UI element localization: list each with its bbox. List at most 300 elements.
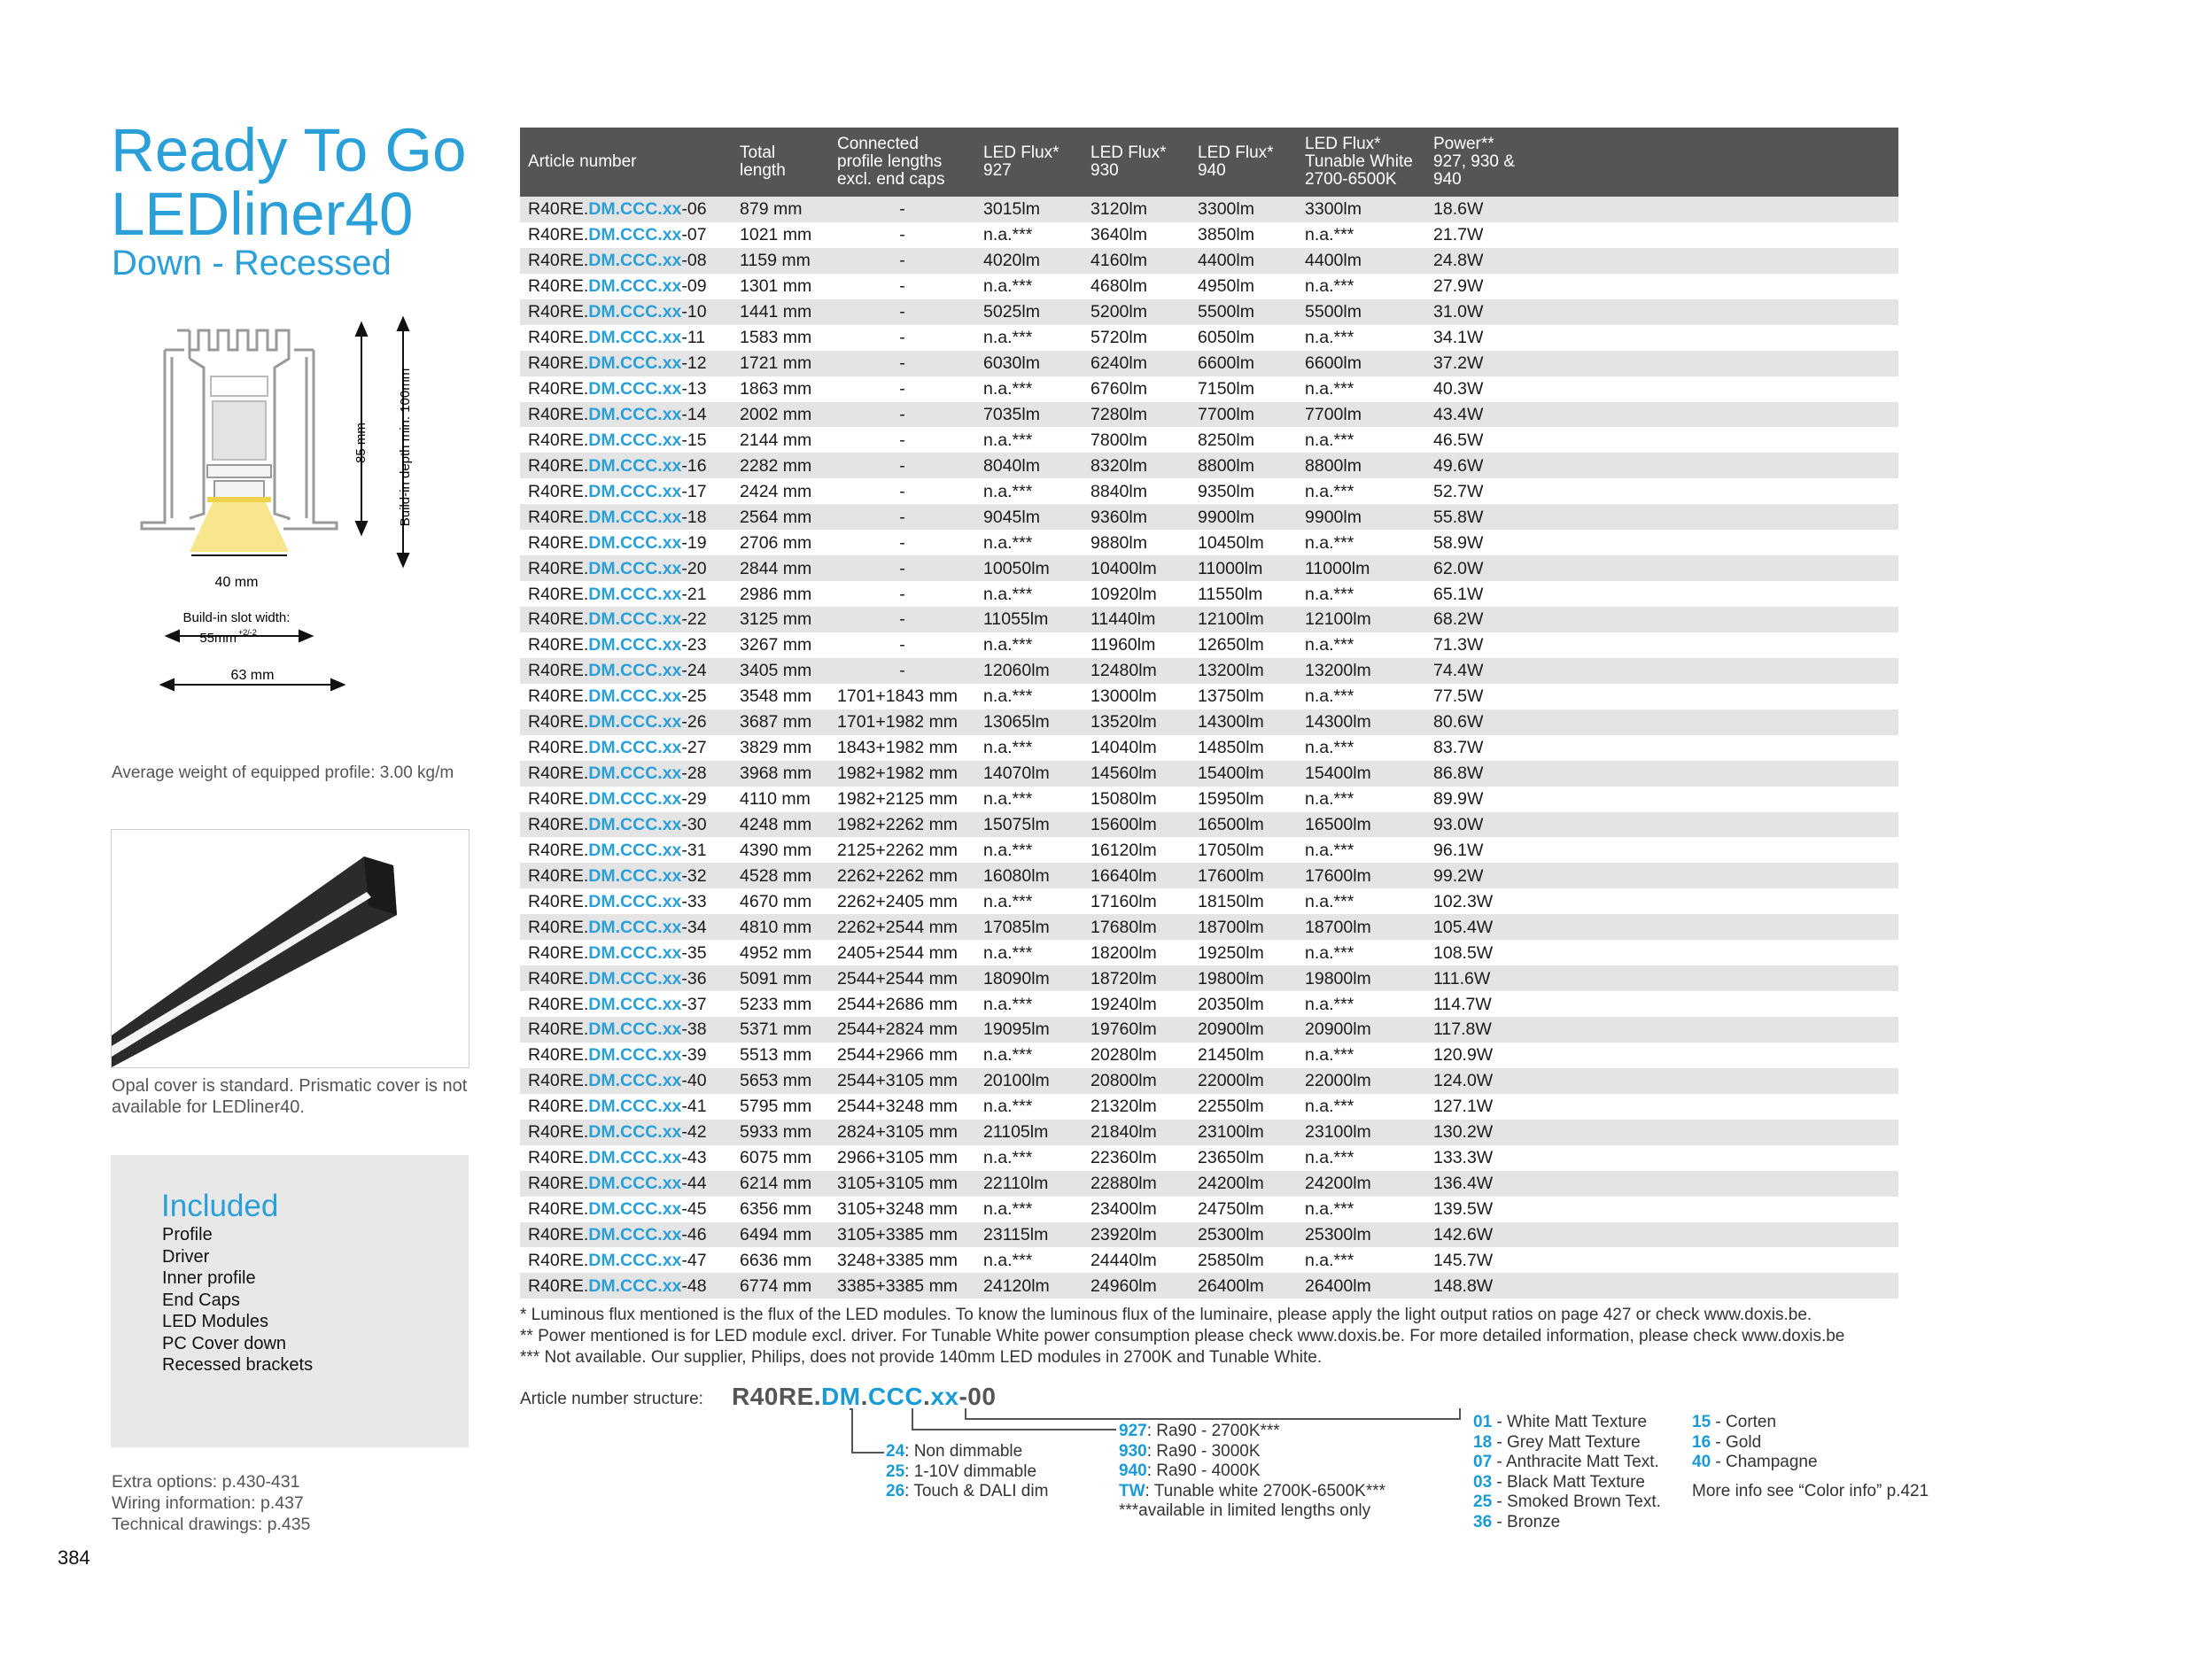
cell-connected-lengths: 2544+3105 mm	[829, 1068, 975, 1094]
cell-flux-927: 16080lm	[975, 863, 1083, 888]
cell-flux-940: 12100lm	[1190, 607, 1297, 632]
color-temp-note: ***available in limited lengths only	[1119, 1501, 1371, 1520]
cell-power: 62.0W	[1425, 555, 1898, 581]
cell-connected-lengths: 3385+3385 mm	[829, 1273, 975, 1299]
table-row	[520, 914, 1898, 940]
pc-cover	[207, 497, 271, 502]
cell-power: 133.3W	[1425, 1145, 1898, 1171]
cell-article-number: R40RE.DM.CCC.xx-37	[520, 991, 732, 1017]
cell-total-length: 6356 mm	[732, 1197, 829, 1222]
cell-total-length: 1301 mm	[732, 274, 829, 299]
cell-flux-940: 20900lm	[1190, 1017, 1297, 1043]
color-option: 15 - Corten	[1692, 1413, 1777, 1431]
table-row	[520, 1197, 1898, 1222]
included-item: LED Modules	[162, 1312, 269, 1331]
cell-flux-927: 4020lm	[975, 248, 1083, 274]
cell-flux-927: n.a.***	[975, 427, 1083, 453]
cell-article-number: R40RE.DM.CCC.xx-46	[520, 1222, 732, 1248]
cell-power: 148.8W	[1425, 1273, 1898, 1299]
color-info-reference: More info see “Color info” p.421	[1692, 1481, 1929, 1500]
spec-table	[520, 128, 1898, 1299]
color-option: 18 - Grey Matt Texture	[1473, 1432, 1641, 1452]
cell-connected-lengths: 2966+3105 mm	[829, 1145, 975, 1171]
technical-drawings-link: Technical drawings: p.435	[112, 1515, 311, 1534]
cell-flux-tunable: n.a.***	[1297, 684, 1425, 709]
cell-power: 71.3W	[1425, 632, 1898, 658]
cell-flux-tunable: 14300lm	[1297, 709, 1425, 735]
cell-connected-lengths: 2544+2544 mm	[829, 965, 975, 991]
cell-total-length: 4110 mm	[732, 787, 829, 812]
cell-article-number: R40RE.DM.CCC.xx-22	[520, 607, 732, 632]
cell-connected-lengths: 1701+1982 mm	[829, 709, 975, 735]
cell-total-length: 2844 mm	[732, 555, 829, 581]
cell-power: 65.1W	[1425, 581, 1898, 607]
table-row	[520, 402, 1898, 428]
color-options-b	[1692, 1413, 1929, 1501]
cell-flux-940: 11550lm	[1190, 581, 1297, 607]
cell-power: 111.6W	[1425, 965, 1898, 991]
col-flux-tunable: LED Flux* Tunable White 2700-6500K	[1297, 128, 1425, 197]
cell-article-number: R40RE.DM.CCC.xx-45	[520, 1197, 732, 1222]
cell-power: 43.4W	[1425, 402, 1898, 428]
cell-flux-927: 8040lm	[975, 453, 1083, 478]
cell-flux-927: n.a.***	[975, 530, 1083, 555]
cell-flux-930: 4680lm	[1083, 274, 1190, 299]
cell-flux-940: 6600lm	[1190, 351, 1297, 376]
col-article-number: Article number	[520, 128, 732, 197]
cell-total-length: 3829 mm	[732, 735, 829, 761]
table-row	[520, 478, 1898, 504]
cell-flux-tunable: 17600lm	[1297, 863, 1425, 888]
cell-flux-tunable: n.a.***	[1297, 325, 1425, 351]
table-row	[520, 453, 1898, 478]
cell-flux-940: 15950lm	[1190, 787, 1297, 812]
cell-connected-lengths: -	[829, 325, 975, 351]
cell-flux-930: 24440lm	[1083, 1247, 1190, 1273]
cell-power: 99.2W	[1425, 863, 1898, 888]
cell-total-length: 2564 mm	[732, 504, 829, 530]
spec-table-body	[520, 197, 1898, 1299]
luminaire-end-cap	[364, 857, 397, 915]
cell-total-length: 5513 mm	[732, 1043, 829, 1068]
cell-article-number: R40RE.DM.CCC.xx-24	[520, 658, 732, 684]
page-title-line1: Ready To Go	[111, 116, 467, 184]
cell-connected-lengths: 2262+2262 mm	[829, 863, 975, 888]
cell-flux-927: 17085lm	[975, 914, 1083, 940]
cell-flux-940: 10450lm	[1190, 530, 1297, 555]
cell-connected-lengths: 3105+3248 mm	[829, 1197, 975, 1222]
depth-label: Build-in depth min. 100mm	[398, 368, 413, 527]
col-flux-930: LED Flux* 930	[1083, 128, 1190, 197]
cell-total-length: 6774 mm	[732, 1273, 829, 1299]
cell-total-length: 4528 mm	[732, 863, 829, 888]
cell-article-number: R40RE.DM.CCC.xx-36	[520, 965, 732, 991]
cell-flux-930: 11960lm	[1083, 632, 1190, 658]
cell-connected-lengths: 1982+1982 mm	[829, 761, 975, 787]
cell-flux-tunable: 7700lm	[1297, 402, 1425, 428]
cell-flux-927: n.a.***	[975, 1094, 1083, 1120]
structure-dm: DM	[821, 1383, 861, 1410]
color-option: 03 - Black Matt Texture	[1473, 1472, 1645, 1492]
cell-article-number: R40RE.DM.CCC.xx-40	[520, 1068, 732, 1094]
color-temp-option: 930: Ra90 - 3000K	[1119, 1441, 1261, 1461]
cell-flux-927: 21105lm	[975, 1120, 1083, 1145]
cell-flux-927: n.a.***	[975, 222, 1083, 248]
cell-flux-tunable: n.a.***	[1297, 991, 1425, 1017]
table-row	[520, 351, 1898, 376]
cell-article-number: R40RE.DM.CCC.xx-48	[520, 1273, 732, 1299]
cell-article-number: R40RE.DM.CCC.xx-11	[520, 325, 732, 351]
table-row	[520, 530, 1898, 555]
cell-connected-lengths: 1701+1843 mm	[829, 684, 975, 709]
cell-flux-tunable: 15400lm	[1297, 761, 1425, 787]
cell-flux-930: 3640lm	[1083, 222, 1190, 248]
cell-article-number: R40RE.DM.CCC.xx-41	[520, 1094, 732, 1120]
cell-total-length: 1583 mm	[732, 325, 829, 351]
cell-flux-940: 26400lm	[1190, 1273, 1297, 1299]
cell-flux-930: 18200lm	[1083, 940, 1190, 965]
cell-flux-tunable: 22000lm	[1297, 1068, 1425, 1094]
cell-flux-930: 20280lm	[1083, 1043, 1190, 1068]
page-title-line2: LEDliner40	[111, 180, 414, 248]
cell-flux-tunable: n.a.***	[1297, 530, 1425, 555]
cell-flux-940: 19800lm	[1190, 965, 1297, 991]
cell-flux-930: 23400lm	[1083, 1197, 1190, 1222]
cell-power: 117.8W	[1425, 1017, 1898, 1043]
cell-flux-930: 8840lm	[1083, 478, 1190, 504]
page-number: 384	[58, 1547, 90, 1569]
cell-total-length: 1159 mm	[732, 248, 829, 274]
color-temp-option: TW: Tunable white 2700K-6500K***	[1119, 1481, 1386, 1500]
cell-flux-930: 24960lm	[1083, 1273, 1190, 1299]
cell-flux-940: 22000lm	[1190, 1068, 1297, 1094]
cell-flux-940: 3300lm	[1190, 197, 1297, 222]
cell-flux-930: 12480lm	[1083, 658, 1190, 684]
cell-flux-940: 15400lm	[1190, 761, 1297, 787]
cell-article-number: R40RE.DM.CCC.xx-18	[520, 504, 732, 530]
cell-article-number: R40RE.DM.CCC.xx-10	[520, 299, 732, 325]
table-row	[520, 684, 1898, 709]
cell-total-length: 5653 mm	[732, 1068, 829, 1094]
cell-total-length: 5233 mm	[732, 991, 829, 1017]
table-row	[520, 1145, 1898, 1171]
cell-flux-927: n.a.***	[975, 1043, 1083, 1068]
cell-flux-930: 8320lm	[1083, 453, 1190, 478]
table-row	[520, 427, 1898, 453]
table-row	[520, 812, 1898, 838]
cell-flux-930: 4160lm	[1083, 248, 1190, 274]
table-row	[520, 376, 1898, 402]
cell-total-length: 2424 mm	[732, 478, 829, 504]
color-temperature-options	[1119, 1422, 1385, 1522]
slot-width-tolerance: +2/-2	[238, 628, 257, 637]
cell-total-length: 1721 mm	[732, 351, 829, 376]
included-item: Recessed brackets	[162, 1355, 314, 1375]
cell-flux-940: 18150lm	[1190, 888, 1297, 914]
table-row	[520, 632, 1898, 658]
table-row	[520, 1120, 1898, 1145]
cell-power: 120.9W	[1425, 1043, 1898, 1068]
cell-flux-tunable: n.a.***	[1297, 940, 1425, 965]
cell-article-number: R40RE.DM.CCC.xx-31	[520, 837, 732, 863]
cell-article-number: R40RE.DM.CCC.xx-23	[520, 632, 732, 658]
cell-power: 31.0W	[1425, 299, 1898, 325]
color-temp-option: 940: Ra90 - 4000K	[1119, 1461, 1261, 1480]
cell-flux-tunable: n.a.***	[1297, 837, 1425, 863]
table-row	[520, 787, 1898, 812]
cell-flux-927: 10050lm	[975, 555, 1083, 581]
cell-flux-tunable: n.a.***	[1297, 735, 1425, 761]
cell-flux-940: 3850lm	[1190, 222, 1297, 248]
cell-flux-tunable: n.a.***	[1297, 632, 1425, 658]
table-row	[520, 1273, 1898, 1299]
cell-flux-927: n.a.***	[975, 684, 1083, 709]
cell-power: 142.6W	[1425, 1222, 1898, 1248]
cell-power: 102.3W	[1425, 888, 1898, 914]
table-row	[520, 1017, 1898, 1043]
cell-total-length: 4810 mm	[732, 914, 829, 940]
cell-flux-927: n.a.***	[975, 735, 1083, 761]
cell-total-length: 2986 mm	[732, 581, 829, 607]
cell-flux-tunable: 6600lm	[1297, 351, 1425, 376]
cell-flux-927: 9045lm	[975, 504, 1083, 530]
cell-power: 139.5W	[1425, 1197, 1898, 1222]
cell-power: 74.4W	[1425, 658, 1898, 684]
cell-total-length: 6214 mm	[732, 1171, 829, 1197]
extra-references	[112, 1471, 310, 1535]
cell-total-length: 3548 mm	[732, 684, 829, 709]
cell-flux-930: 13520lm	[1083, 709, 1190, 735]
cell-flux-927: n.a.***	[975, 940, 1083, 965]
cell-flux-930: 20800lm	[1083, 1068, 1190, 1094]
cell-flux-940: 14850lm	[1190, 735, 1297, 761]
cell-connected-lengths: 2262+2405 mm	[829, 888, 975, 914]
cell-flux-tunable: n.a.***	[1297, 1145, 1425, 1171]
cell-flux-940: 21450lm	[1190, 1043, 1297, 1068]
cell-connected-lengths: 1843+1982 mm	[829, 735, 975, 761]
cell-power: 86.8W	[1425, 761, 1898, 787]
table-row	[520, 607, 1898, 632]
cell-total-length: 2282 mm	[732, 453, 829, 478]
cell-flux-tunable: 24200lm	[1297, 1171, 1425, 1197]
cell-flux-940: 23100lm	[1190, 1120, 1297, 1145]
cell-article-number: R40RE.DM.CCC.xx-35	[520, 940, 732, 965]
cell-total-length: 1863 mm	[732, 376, 829, 402]
product-photo	[111, 829, 470, 1068]
cell-power: 68.2W	[1425, 607, 1898, 632]
cell-flux-930: 6240lm	[1083, 351, 1190, 376]
structure-dot: .	[923, 1383, 931, 1410]
cell-flux-927: n.a.***	[975, 325, 1083, 351]
driver-block	[213, 401, 266, 460]
cell-connected-lengths: -	[829, 376, 975, 402]
table-row	[520, 1068, 1898, 1094]
cover-note: Opal cover is standard. Prismatic cover is not available for LEDliner40.	[112, 1076, 468, 1117]
cell-flux-927: 20100lm	[975, 1068, 1083, 1094]
structure-ccc: CCC	[867, 1383, 924, 1410]
cell-flux-930: 7280lm	[1083, 402, 1190, 428]
cell-flux-940: 9900lm	[1190, 504, 1297, 530]
cell-flux-930: 5200lm	[1083, 299, 1190, 325]
cell-article-number: R40RE.DM.CCC.xx-17	[520, 478, 732, 504]
cell-flux-940: 23650lm	[1190, 1145, 1297, 1171]
col-connected-lengths: Connected profile lengths excl. end caps	[829, 128, 975, 197]
cell-flux-940: 11000lm	[1190, 555, 1297, 581]
col-total-length: Total length	[732, 128, 829, 197]
cell-power: 77.5W	[1425, 684, 1898, 709]
cell-flux-940: 19250lm	[1190, 940, 1297, 965]
cell-flux-tunable: n.a.***	[1297, 478, 1425, 504]
cell-article-number: R40RE.DM.CCC.xx-47	[520, 1247, 732, 1273]
cell-flux-tunable: n.a.***	[1297, 581, 1425, 607]
cell-connected-lengths: 2405+2544 mm	[829, 940, 975, 965]
cell-total-length: 5933 mm	[732, 1120, 829, 1145]
cell-flux-927: n.a.***	[975, 787, 1083, 812]
cell-flux-tunable: n.a.***	[1297, 274, 1425, 299]
col-power: Power** 927, 930 & 940	[1425, 128, 1898, 197]
cell-flux-tunable: 4400lm	[1297, 248, 1425, 274]
color-option: 01 - White Matt Texture	[1473, 1413, 1648, 1431]
cell-power: 93.0W	[1425, 812, 1898, 838]
cell-flux-927: n.a.***	[975, 632, 1083, 658]
table-row	[520, 761, 1898, 787]
cell-article-number: R40RE.DM.CCC.xx-44	[520, 1171, 732, 1197]
cell-flux-927: 14070lm	[975, 761, 1083, 787]
cell-article-number: R40RE.DM.CCC.xx-19	[520, 530, 732, 555]
cell-article-number: R40RE.DM.CCC.xx-30	[520, 812, 732, 838]
cell-flux-930: 16640lm	[1083, 863, 1190, 888]
cell-flux-930: 3120lm	[1083, 197, 1190, 222]
cell-flux-tunable: 23100lm	[1297, 1120, 1425, 1145]
cell-connected-lengths: -	[829, 427, 975, 453]
cell-flux-927: n.a.***	[975, 1197, 1083, 1222]
cell-flux-927: n.a.***	[975, 581, 1083, 607]
cell-flux-930: 14560lm	[1083, 761, 1190, 787]
cell-flux-930: 17160lm	[1083, 888, 1190, 914]
cell-connected-lengths: -	[829, 632, 975, 658]
included-item: Inner profile	[162, 1268, 256, 1288]
cell-article-number: R40RE.DM.CCC.xx-16	[520, 453, 732, 478]
cell-article-number: R40RE.DM.CCC.xx-33	[520, 888, 732, 914]
cell-flux-940: 25300lm	[1190, 1222, 1297, 1248]
cell-power: 55.8W	[1425, 504, 1898, 530]
cell-connected-lengths: -	[829, 274, 975, 299]
cell-article-number: R40RE.DM.CCC.xx-43	[520, 1145, 732, 1171]
cell-power: 83.7W	[1425, 735, 1898, 761]
color-temp-option: 927: Ra90 - 2700K***	[1119, 1422, 1280, 1440]
cell-connected-lengths: 2824+3105 mm	[829, 1120, 975, 1145]
included-list	[162, 1224, 313, 1376]
structure-suffix: -00	[959, 1383, 997, 1410]
cell-power: 24.8W	[1425, 248, 1898, 274]
cell-flux-940: 22550lm	[1190, 1094, 1297, 1120]
cell-flux-930: 9360lm	[1083, 504, 1190, 530]
cell-flux-927: 19095lm	[975, 1017, 1083, 1043]
cell-flux-tunable: 19800lm	[1297, 965, 1425, 991]
cell-article-number: R40RE.DM.CCC.xx-28	[520, 761, 732, 787]
cell-total-length: 4952 mm	[732, 940, 829, 965]
cell-article-number: R40RE.DM.CCC.xx-13	[520, 376, 732, 402]
cell-total-length: 1021 mm	[732, 222, 829, 248]
cell-power: 114.7W	[1425, 991, 1898, 1017]
cell-power: 58.9W	[1425, 530, 1898, 555]
cell-article-number: R40RE.DM.CCC.xx-32	[520, 863, 732, 888]
table-row	[520, 299, 1898, 325]
cell-flux-tunable: 11000lm	[1297, 555, 1425, 581]
cell-flux-930: 9880lm	[1083, 530, 1190, 555]
table-row	[520, 1171, 1898, 1197]
cell-connected-lengths: -	[829, 453, 975, 478]
cell-flux-940: 18700lm	[1190, 914, 1297, 940]
cell-total-length: 2144 mm	[732, 427, 829, 453]
cell-flux-930: 18720lm	[1083, 965, 1190, 991]
cell-connected-lengths: -	[829, 478, 975, 504]
cell-flux-tunable: n.a.***	[1297, 1094, 1425, 1120]
cell-connected-lengths: -	[829, 581, 975, 607]
inner-profile	[211, 376, 268, 396]
profile-cross-section-drawing	[133, 314, 452, 704]
cell-power: 127.1W	[1425, 1094, 1898, 1120]
cell-flux-930: 15080lm	[1083, 787, 1190, 812]
cell-power: 124.0W	[1425, 1068, 1898, 1094]
table-row	[520, 991, 1898, 1017]
cell-connected-lengths: 1982+2262 mm	[829, 812, 975, 838]
cell-flux-927: 11055lm	[975, 607, 1083, 632]
cell-article-number: R40RE.DM.CCC.xx-39	[520, 1043, 732, 1068]
cell-power: 40.3W	[1425, 376, 1898, 402]
cell-power: 34.1W	[1425, 325, 1898, 351]
cell-article-number: R40RE.DM.CCC.xx-07	[520, 222, 732, 248]
dimming-options	[886, 1442, 1048, 1502]
structure-dot: .	[860, 1383, 868, 1410]
table-row	[520, 248, 1898, 274]
dimension-lines	[161, 318, 408, 690]
color-options-a	[1473, 1413, 1661, 1532]
cell-flux-930: 21840lm	[1083, 1120, 1190, 1145]
cell-total-length: 3267 mm	[732, 632, 829, 658]
col-flux-940: LED Flux* 940	[1190, 128, 1297, 197]
cell-flux-940: 8800lm	[1190, 453, 1297, 478]
outer-width-label: 63 mm	[230, 668, 275, 683]
cell-flux-940: 7150lm	[1190, 376, 1297, 402]
cell-connected-lengths: -	[829, 299, 975, 325]
cell-flux-tunable: 16500lm	[1297, 812, 1425, 838]
table-row	[520, 222, 1898, 248]
cell-flux-tunable: 12100lm	[1297, 607, 1425, 632]
footnote-not-available: *** Not available. Our supplier, Philips, does not provide 140mm LED modules in 2700K and Tunable White.	[520, 1348, 1323, 1367]
cell-flux-tunable: 13200lm	[1297, 658, 1425, 684]
cell-power: 21.7W	[1425, 222, 1898, 248]
cell-total-length: 6075 mm	[732, 1145, 829, 1171]
cell-flux-940: 4950lm	[1190, 274, 1297, 299]
table-row	[520, 888, 1898, 914]
color-option: 25 - Smoked Brown Text.	[1473, 1492, 1661, 1511]
table-row	[520, 274, 1898, 299]
led-module	[207, 465, 271, 499]
cell-flux-940: 25850lm	[1190, 1247, 1297, 1273]
cell-flux-tunable: n.a.***	[1297, 888, 1425, 914]
table-header-row	[520, 128, 1898, 197]
cell-flux-927: n.a.***	[975, 837, 1083, 863]
cell-power: 89.9W	[1425, 787, 1898, 812]
table-row	[520, 1094, 1898, 1120]
cell-total-length: 6636 mm	[732, 1247, 829, 1273]
cell-flux-927: 15075lm	[975, 812, 1083, 838]
cell-flux-927: 12060lm	[975, 658, 1083, 684]
cell-total-length: 4390 mm	[732, 837, 829, 863]
cell-total-length: 3687 mm	[732, 709, 829, 735]
cell-flux-927: n.a.***	[975, 274, 1083, 299]
